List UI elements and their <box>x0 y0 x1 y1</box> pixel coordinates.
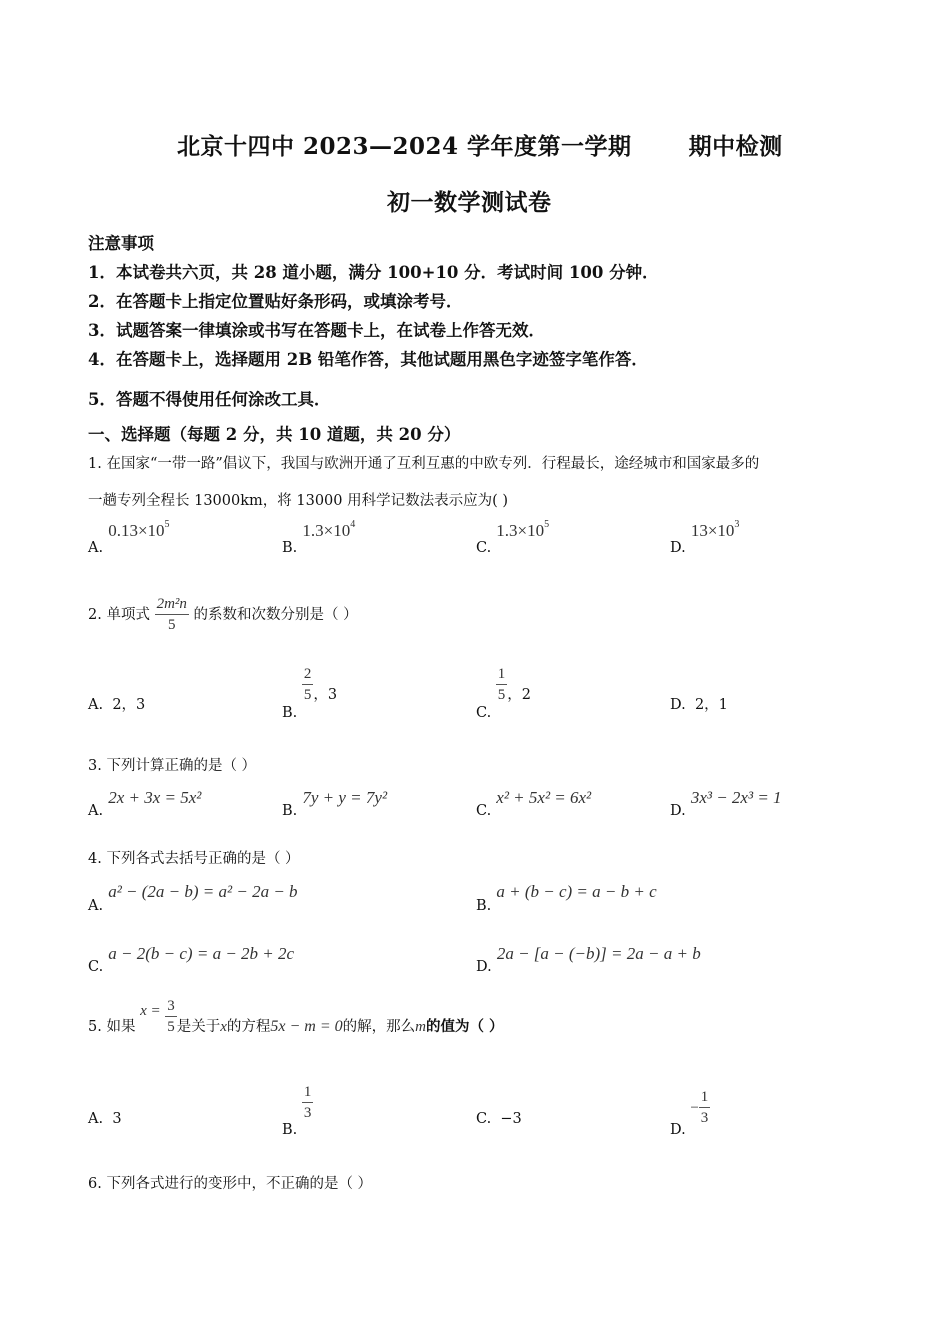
option-fraction <box>496 666 508 704</box>
option-label: C. <box>476 1111 492 1127</box>
fraction-numerator: 1 <box>699 1089 711 1108</box>
q2-stem <box>88 596 358 634</box>
fraction-numerator: 3 <box>165 998 177 1017</box>
q2-prefix: 2. 单项式 <box>88 606 150 623</box>
option-math: 2x + 3x = 5x² <box>108 788 202 807</box>
q5-option-b[interactable] <box>282 1084 313 1138</box>
option-label: C. <box>476 704 492 721</box>
var-x: x <box>220 1018 227 1035</box>
q2-option-c[interactable] <box>476 666 532 721</box>
option-text: 2，1 <box>694 697 728 713</box>
option-label: D. <box>670 697 686 713</box>
q1-option-d[interactable] <box>670 519 740 556</box>
option-label: B. <box>282 803 298 819</box>
option-label: B. <box>282 1121 298 1138</box>
q5-text: 的方程 <box>226 1018 271 1035</box>
option-label: A. <box>88 1111 104 1127</box>
title-tail: 期中检测 <box>688 133 783 160</box>
option-fraction <box>699 1089 711 1127</box>
q3-option-a[interactable] <box>88 788 202 819</box>
var-m: m <box>415 1018 426 1035</box>
q5-equation: 5x − m = 0 <box>270 1017 343 1035</box>
option-label: D. <box>670 540 686 556</box>
q5-text: 的值为（ ） <box>425 1017 504 1035</box>
option-label: B. <box>282 540 298 556</box>
q5-option-d[interactable] <box>670 1089 710 1138</box>
option-math: a + (b − c) = a − b + c <box>496 882 657 901</box>
fraction-numerator: 2 <box>302 666 314 685</box>
q2-option-d[interactable] <box>670 693 728 714</box>
fraction-denominator: 3 <box>303 1104 312 1121</box>
q5-option-c[interactable] <box>476 1111 522 1127</box>
option-math: $13\times 10^3$ <box>690 519 740 540</box>
option-label: B. <box>282 704 298 721</box>
option-math: $1.3\times 10^4$ <box>302 519 356 540</box>
fraction-denominator: 5 <box>167 616 176 633</box>
fraction-denominator: 5 <box>497 686 506 703</box>
page-title <box>177 128 783 161</box>
q2-suffix: 的系数和次数分别是（ ） <box>193 606 358 623</box>
option-text: 2，3 <box>112 697 146 713</box>
option-label: C. <box>476 540 492 556</box>
fraction-denominator: 3 <box>700 1109 709 1126</box>
notice-item: 2．在答题卡上指定位置贴好条形码，或填涂考号． <box>88 292 463 311</box>
option-label: A. <box>88 697 104 713</box>
q5-x-equals: x = <box>140 1002 161 1019</box>
q1-stem-line2: 一趟专列全程长 13000km，将 13000 用科学记数法表示应为( ) <box>88 493 509 509</box>
notice-heading: 注意事项 <box>88 234 154 253</box>
q4-stem: 4. 下列各式去括号正确的是（ ） <box>88 851 300 867</box>
option-math: $0.13\times 10^5$ <box>108 519 170 540</box>
q2-option-b[interactable] <box>282 666 338 721</box>
option-label: B. <box>476 898 492 914</box>
option-label: A. <box>88 540 104 556</box>
q5-prefix: 5. 如果 <box>88 1018 136 1035</box>
monomial-fraction <box>155 596 189 634</box>
fraction-denominator: 5 <box>167 1018 175 1035</box>
option-math: 7y + y = 7y² <box>302 788 388 807</box>
option-label: A. <box>88 898 104 914</box>
option-math: x² + 5x² = 6x² <box>496 788 592 807</box>
minus-sign: − <box>690 1099 699 1116</box>
q2-option-a[interactable] <box>88 693 145 714</box>
q5-rest <box>177 1019 504 1035</box>
option-math: 2a − [a − (−b)] = 2a − a + b <box>496 944 701 963</box>
notice-item: 3．试题答案一律填涂或书写在答题卡上，在试卷上作答无效． <box>88 321 545 340</box>
option-math: 3x³ − 2x³ = 1 <box>690 788 782 807</box>
notice-item: 4．在答题卡上，选择题用 2B 铅笔作答，其他试题用黑色字迹签字笔作答． <box>88 350 648 369</box>
q5-stem <box>88 998 504 1036</box>
q4-option-d[interactable] <box>476 944 701 975</box>
notice-item: 5．答题不得使用任何涂改工具． <box>88 390 331 409</box>
option-math: a² − (2a − b) = a² − 2a − b <box>108 882 298 901</box>
fraction-numerator: 2m²n <box>155 596 189 615</box>
q1-option-b[interactable] <box>282 519 356 556</box>
q5-text: 是关于 <box>176 1018 221 1035</box>
fraction-denominator: 5 <box>303 686 312 703</box>
fraction-numerator: 1 <box>496 666 508 685</box>
q5-option-a[interactable] <box>88 1111 122 1127</box>
option-label: D. <box>476 959 492 975</box>
option-math: $1.3\times 10^5$ <box>496 519 550 540</box>
q4-option-c[interactable] <box>88 944 295 975</box>
section-heading: 一、选择题（每题 2 分，共 10 道题，共 20 分） <box>88 425 461 444</box>
fraction-numerator: 1 <box>302 1084 314 1103</box>
q3-stem: 3. 下列计算正确的是（ ） <box>88 758 257 774</box>
q4-option-a[interactable] <box>88 882 298 914</box>
option-text: ，2 <box>507 686 532 703</box>
option-text: −3 <box>500 1111 522 1127</box>
q4-option-b[interactable] <box>476 882 657 914</box>
option-label: A. <box>88 803 104 819</box>
page-subtitle: 初一数学测试卷 <box>387 189 552 216</box>
title-main: 北京十四中 2023—2024 学年度第一学期 <box>177 133 632 160</box>
notice-item: 1．本试卷共六页，共 28 道小题，满分 100+10 分．考试时间 100 分钟． <box>88 263 659 282</box>
option-fraction <box>302 1084 314 1122</box>
q6-stem: 6. 下列各式进行的变形中，不正确的是（ ） <box>88 1176 373 1192</box>
option-label: D. <box>670 803 686 819</box>
q3-option-c[interactable] <box>476 788 592 819</box>
option-fraction <box>302 666 314 704</box>
q3-option-b[interactable] <box>282 788 388 819</box>
option-label: C. <box>88 959 104 975</box>
option-label: C. <box>476 803 492 819</box>
q5-text: 的解，那么 <box>342 1018 416 1035</box>
q1-option-c[interactable] <box>476 519 550 556</box>
option-math: a − 2(b − c) = a − 2b + 2c <box>108 944 295 963</box>
q1-stem-line1: 1. 在国家“一带一路”倡议下，我国与欧洲开通了互利互惠的中欧专列．行程最长，途经城市和国家最多的 <box>88 456 760 472</box>
q5-fraction <box>165 998 177 1036</box>
q3-option-d[interactable] <box>670 788 782 819</box>
option-text: ，3 <box>313 686 338 703</box>
option-label: D. <box>670 1121 686 1138</box>
option-text: 3 <box>112 1111 122 1127</box>
q1-option-a[interactable] <box>88 519 170 556</box>
